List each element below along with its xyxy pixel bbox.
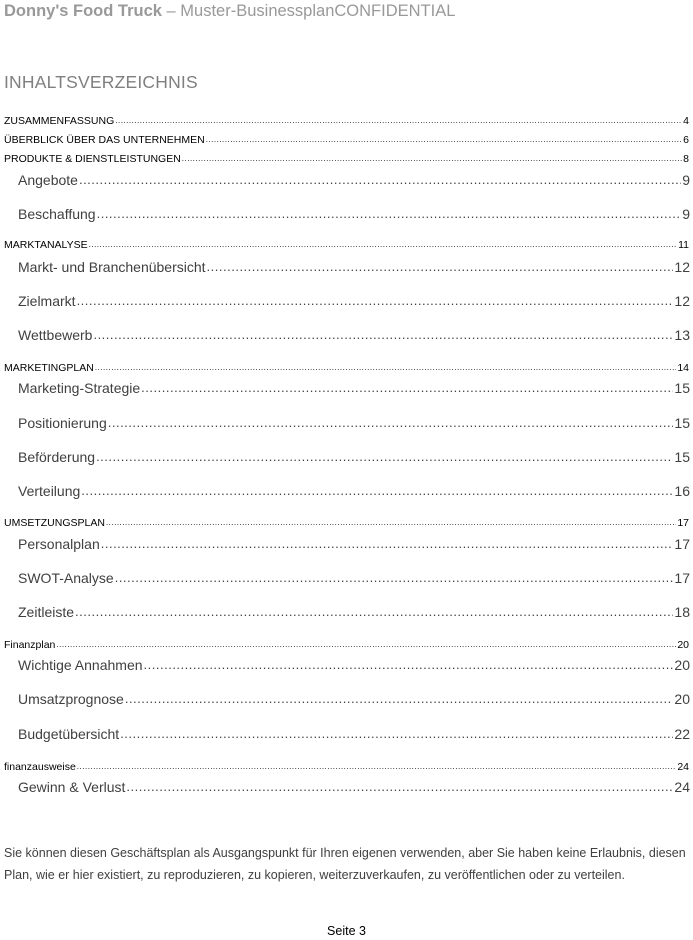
toc-leader bbox=[89, 237, 677, 252]
toc-leader bbox=[115, 113, 682, 128]
toc-leader bbox=[126, 776, 673, 797]
toc-entry[interactable] bbox=[18, 777, 690, 797]
toc-entry[interactable] bbox=[18, 602, 690, 622]
toc-entry-label: MARKTANALYSE bbox=[4, 239, 88, 251]
toc-leader bbox=[106, 515, 676, 530]
toc-entry-page: 12 bbox=[674, 293, 690, 309]
toc-entry[interactable] bbox=[4, 760, 689, 774]
toc-entry-page: 9 bbox=[682, 172, 690, 188]
toc-leader bbox=[77, 290, 674, 311]
toc-entry[interactable] bbox=[4, 516, 689, 530]
toc-leader bbox=[206, 132, 682, 147]
toc-entry-page: 9 bbox=[682, 206, 690, 222]
toc-entry[interactable] bbox=[18, 568, 690, 588]
toc-entry-label: Zielmarkt bbox=[18, 293, 76, 309]
toc-entry[interactable] bbox=[18, 655, 690, 675]
toc-entry-page: 13 bbox=[674, 327, 690, 343]
toc-entry-label: Wichtige Annahmen bbox=[18, 657, 143, 673]
toc-entry-label: ZUSAMMENFASSUNG bbox=[4, 115, 115, 127]
toc-entry-label: Verteilung bbox=[18, 483, 81, 499]
toc-entry-label: UMSETZUNGSPLAN bbox=[4, 517, 105, 529]
toc-entry-page: 24 bbox=[677, 761, 689, 773]
header-brand: Donny's Food Truck bbox=[4, 2, 162, 20]
toc-entry-page: 15 bbox=[674, 415, 690, 431]
toc-entry[interactable] bbox=[18, 257, 690, 277]
toc-entry-page: 17 bbox=[674, 536, 690, 552]
page-number: Seite 3 bbox=[327, 924, 366, 938]
toc-entry-page: 8 bbox=[683, 153, 689, 165]
toc-entry-label: Umsatzprognose bbox=[18, 691, 124, 707]
toc-entry-label: SWOT-Analyse bbox=[18, 570, 114, 586]
toc-leader bbox=[96, 446, 673, 467]
toc-leader bbox=[101, 533, 674, 554]
toc-entry-label: ÜBERBLICK ÜBER DAS UNTERNEHMEN bbox=[4, 134, 205, 146]
toc-entry-page: 24 bbox=[674, 779, 690, 795]
toc-entry-page: 20 bbox=[674, 657, 690, 673]
toc-entry-page: 15 bbox=[674, 380, 690, 396]
toc-entry-page: 15 bbox=[674, 449, 690, 465]
toc-entry-page: 6 bbox=[683, 134, 689, 146]
toc-leader bbox=[108, 412, 674, 433]
toc-leader bbox=[95, 360, 676, 375]
toc-leader bbox=[125, 688, 674, 709]
toc-leader bbox=[77, 759, 677, 774]
toc-entry[interactable] bbox=[4, 114, 689, 128]
toc-entry[interactable] bbox=[18, 325, 690, 345]
toc-entry-page: 22 bbox=[674, 726, 690, 742]
toc-entry[interactable] bbox=[4, 238, 689, 252]
toc-entry-label: Budgetübersicht bbox=[18, 726, 120, 742]
toc-entry-label: Beschaffung bbox=[18, 206, 96, 222]
toc-entry[interactable] bbox=[4, 638, 689, 652]
toc-entry-label: Zeitleiste bbox=[18, 604, 75, 620]
toc-leader bbox=[115, 567, 674, 588]
toc-entry-page: 11 bbox=[678, 239, 689, 251]
toc-leader bbox=[79, 169, 681, 190]
toc-entry[interactable] bbox=[18, 413, 690, 433]
toc-entry-page: 14 bbox=[677, 362, 689, 374]
toc-leader bbox=[56, 637, 676, 652]
toc-leader bbox=[182, 151, 682, 166]
toc-leader bbox=[120, 723, 673, 744]
page-header bbox=[4, 0, 689, 22]
toc-leader bbox=[144, 654, 674, 675]
toc-entry[interactable] bbox=[18, 447, 690, 467]
toc-leader bbox=[93, 324, 673, 345]
toc-title: INHALTSVERZEICHNIS bbox=[4, 72, 198, 92]
toc-leader bbox=[97, 203, 682, 224]
header-subtitle: Muster-BusinessplanCONFIDENTIAL bbox=[180, 2, 456, 20]
toc-leader bbox=[141, 377, 673, 398]
toc-entry[interactable] bbox=[18, 291, 690, 311]
toc-entry-page: 4 bbox=[683, 115, 689, 127]
toc-entry[interactable] bbox=[18, 534, 690, 554]
toc-entry-label: finanzausweise bbox=[4, 761, 76, 773]
toc-entry-page: 17 bbox=[674, 570, 690, 586]
toc-entry-page: 17 bbox=[677, 517, 689, 529]
toc-entry-page: 20 bbox=[677, 639, 689, 651]
toc-entry-page: 20 bbox=[674, 691, 690, 707]
toc-entry[interactable] bbox=[18, 481, 690, 501]
toc-entry-label: Finanzplan bbox=[4, 639, 56, 651]
toc-entry-label: MARKETINGPLAN bbox=[4, 362, 94, 374]
toc-leader bbox=[75, 601, 673, 622]
toc-entry-label: Marketing-Strategie bbox=[18, 380, 141, 396]
toc-entry-label: Beförderung bbox=[18, 449, 96, 465]
toc-entry[interactable] bbox=[18, 689, 690, 709]
toc-entry-page: 18 bbox=[674, 604, 690, 620]
toc-entry-page: 16 bbox=[674, 483, 690, 499]
toc-leader bbox=[207, 256, 674, 277]
toc-entry-page: 12 bbox=[674, 259, 690, 275]
toc-entry-label: Personalplan bbox=[18, 536, 100, 552]
toc-entry[interactable] bbox=[18, 204, 690, 224]
toc-entry[interactable] bbox=[18, 170, 690, 190]
toc-entry-label: Wettbewerb bbox=[18, 327, 93, 343]
disclaimer-text: Sie können diesen Geschäftsplan als Ausgangspunkt für Ihren eigenen verwenden, aber Sie haben keine Erlaubnis, diesen Plan, wie er hier existiert, zu reproduzieren, zu kopieren, weiterzuverkaufen, zu veröffentlichen oder zu verteilen. bbox=[4, 846, 686, 882]
toc-entry[interactable] bbox=[4, 152, 689, 166]
toc-entry-label: Positionierung bbox=[18, 415, 107, 431]
toc-entry-label: Angebote bbox=[18, 172, 78, 188]
header-separator: – bbox=[161, 2, 181, 20]
toc-entry[interactable] bbox=[18, 724, 690, 744]
toc-entry[interactable] bbox=[4, 361, 689, 375]
toc-leader bbox=[81, 480, 673, 501]
toc-entry[interactable] bbox=[4, 133, 689, 147]
toc-entry-label: Markt- und Branchenübersicht bbox=[18, 259, 206, 275]
toc-entry-label: Gewinn & Verlust bbox=[18, 779, 126, 795]
toc-entry-label: PRODUKTE & DIENSTLEISTUNGEN bbox=[4, 153, 181, 165]
toc-entry[interactable] bbox=[18, 378, 690, 398]
